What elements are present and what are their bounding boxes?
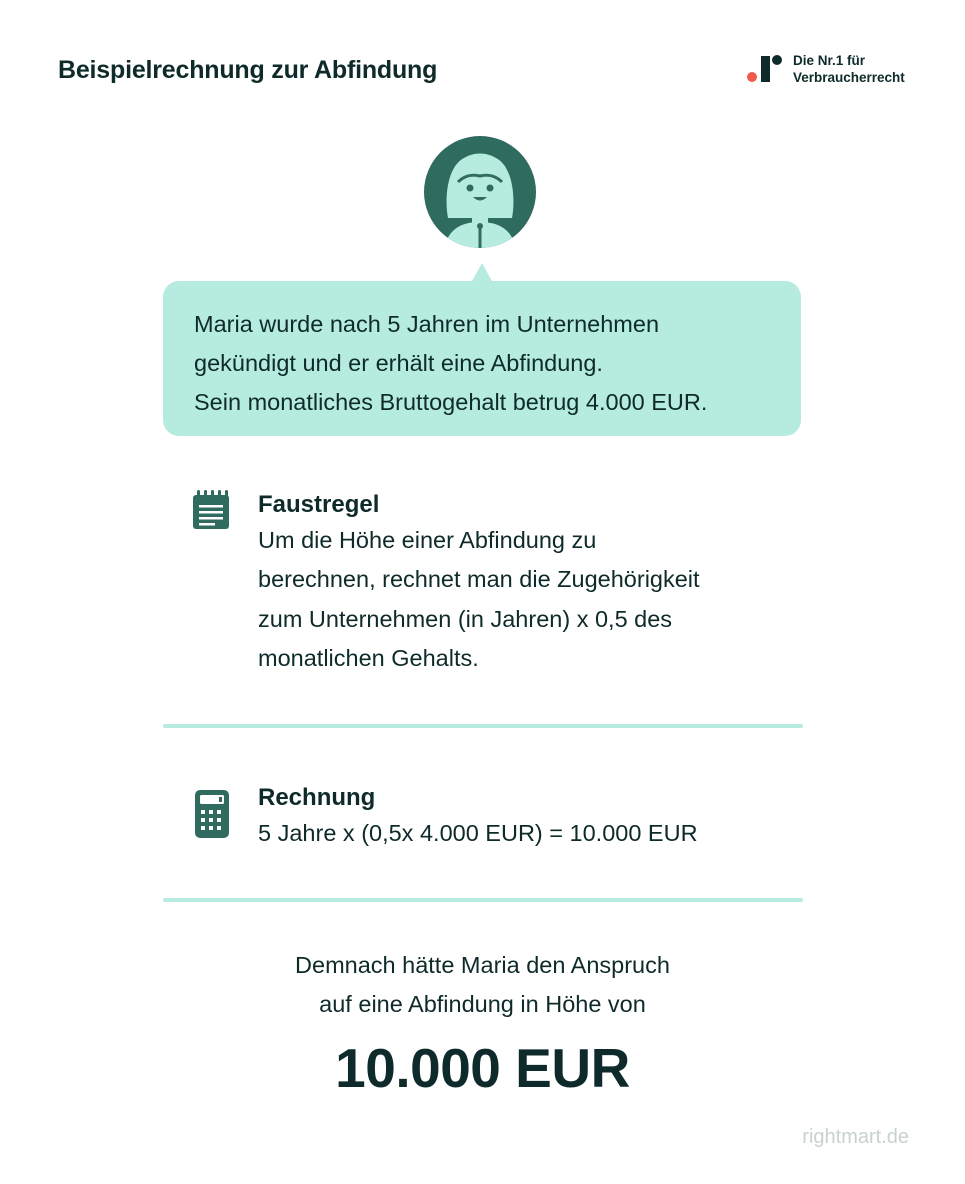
calculation-section	[191, 782, 811, 852]
calculation-formula: 5 Jahre x (0,5x 4.000 EUR) = 10.000 EUR	[258, 820, 698, 846]
speech-bubble	[163, 281, 801, 436]
calculator-icon	[191, 790, 231, 840]
bubble-line: Sein monatliches Bruttogehalt betrug 4.000 EUR.	[194, 389, 708, 415]
notepad-icon	[191, 489, 231, 539]
conclusion-line: auf eine Abfindung in Höhe von	[319, 991, 646, 1017]
calculation-title: Rechnung	[258, 784, 376, 811]
page-title: Beispielrechnung zur Abfindung	[58, 56, 438, 84]
footer-url: rightmart.de	[802, 1126, 909, 1148]
rule-text-line: Um die Höhe einer Abfindung zu	[258, 527, 597, 553]
conclusion-line: Demnach hätte Maria den Anspruch	[295, 952, 670, 978]
result-amount: 10.000 EUR	[335, 1037, 630, 1099]
brand-logo-icon	[746, 52, 786, 86]
brand-logo	[746, 52, 916, 88]
brand-tagline-line1: Die Nr.1 für	[793, 53, 866, 68]
rule-text-line: monatlichen Gehalts.	[258, 644, 479, 671]
brand-tagline-line2: Verbraucherrecht	[793, 70, 905, 85]
speech-bubble-tail	[472, 263, 492, 281]
rule-title: Faustregel	[258, 491, 380, 518]
rule-text-line: berechnen, rechnet man die Zugehörigkeit	[258, 566, 700, 593]
bubble-line: Maria wurde nach 5 Jahren im Unternehmen	[194, 311, 660, 337]
rule-text-line: zum Unternehmen (in Jahren) x 0,5 des	[258, 605, 673, 632]
divider	[163, 898, 803, 902]
conclusion-text	[0, 946, 965, 1024]
brand-tagline	[793, 52, 905, 86]
divider	[163, 724, 803, 728]
rule-section	[191, 489, 811, 679]
bubble-line: gekündigt und er erhält eine Abfindung.	[194, 350, 603, 376]
woman-avatar-icon	[424, 136, 536, 248]
